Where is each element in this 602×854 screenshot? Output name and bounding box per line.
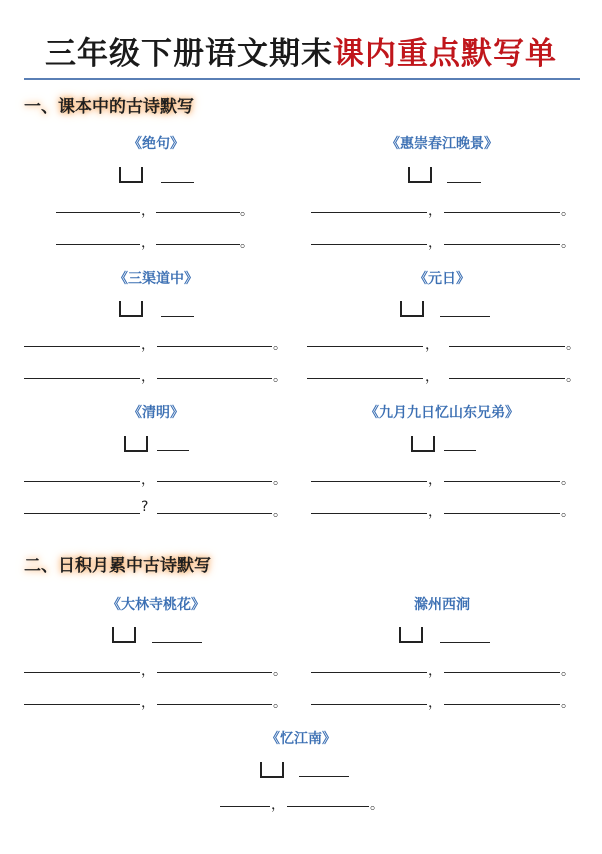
author-bracket <box>400 301 424 317</box>
comma: ， <box>428 472 442 488</box>
answer-line <box>56 244 140 245</box>
comma: ， <box>141 235 155 251</box>
answer-line <box>307 346 423 347</box>
answer-line <box>157 513 272 514</box>
author-blank <box>444 450 476 451</box>
period: 。 <box>561 203 575 219</box>
author-bracket <box>408 167 432 183</box>
question-mark: ? <box>141 499 149 515</box>
author-blank <box>299 776 349 777</box>
answer-line <box>156 244 240 245</box>
author-bracket <box>124 436 148 452</box>
comma: ， <box>428 235 442 251</box>
author-blank <box>157 450 189 451</box>
poem-title-dalin: 《大林寺桃花》 <box>107 597 205 613</box>
comma: ， <box>141 695 155 711</box>
poem-title-jiuyue: 《九月九日忆山东兄弟》 <box>365 405 519 421</box>
poem-title-qingming: 《清明》 <box>128 405 184 421</box>
poem-title-jueju: 《绝句》 <box>128 136 184 152</box>
section-heading-1: 一、课本中的古诗默写 <box>24 97 194 117</box>
answer-line <box>444 212 560 213</box>
period: 。 <box>273 695 287 711</box>
comma: ， <box>271 797 285 813</box>
answer-line <box>449 378 565 379</box>
answer-line <box>444 244 560 245</box>
answer-line <box>444 513 560 514</box>
answer-line <box>24 346 140 347</box>
author-bracket <box>112 627 136 643</box>
answer-line <box>311 212 427 213</box>
answer-line <box>444 704 560 705</box>
answer-line <box>287 806 369 807</box>
page-title <box>0 28 602 73</box>
answer-line <box>311 704 427 705</box>
author-bracket <box>119 301 143 317</box>
section-heading-2: 二、日积月累中古诗默写 <box>24 556 211 576</box>
period: 。 <box>273 369 287 385</box>
comma: ， <box>141 369 155 385</box>
poem-title-chuzhou: 滁州西涧 <box>414 597 470 613</box>
period: 。 <box>273 663 287 679</box>
answer-line <box>311 672 427 673</box>
period: 。 <box>566 337 580 353</box>
answer-line <box>157 481 272 482</box>
answer-line <box>156 212 240 213</box>
period: 。 <box>561 504 575 520</box>
author-blank <box>161 182 194 183</box>
period: 。 <box>240 235 254 251</box>
period: 。 <box>561 663 575 679</box>
period: 。 <box>240 203 254 219</box>
poem-title-yuanri: 《元日》 <box>414 271 470 287</box>
author-blank <box>152 642 202 643</box>
comma: ， <box>428 663 442 679</box>
answer-line <box>56 212 140 213</box>
answer-line <box>24 481 140 482</box>
period: 。 <box>273 472 287 488</box>
title-part-2: 课内重点默写单 <box>333 36 557 72</box>
answer-line <box>449 346 565 347</box>
comma: ， <box>428 504 442 520</box>
poem-title-huichong: 《惠崇春江晚景》 <box>386 136 498 152</box>
author-blank <box>440 642 490 643</box>
comma: ， <box>141 663 155 679</box>
answer-line <box>444 481 560 482</box>
poem-title-yijiangnan: 《忆江南》 <box>266 731 336 747</box>
answer-line <box>24 513 140 514</box>
period: 。 <box>370 797 384 813</box>
author-blank <box>447 182 481 183</box>
title-part-1: 三年级下册语文期末 <box>45 36 333 72</box>
comma: ， <box>141 337 155 353</box>
comma: ， <box>425 369 439 385</box>
author-bracket <box>260 762 284 778</box>
comma: ， <box>428 203 442 219</box>
answer-line <box>24 378 140 379</box>
answer-line <box>24 704 140 705</box>
period: 。 <box>273 504 287 520</box>
author-bracket <box>119 167 143 183</box>
answer-line <box>311 244 427 245</box>
period: 。 <box>273 337 287 353</box>
comma: ， <box>428 695 442 711</box>
answer-line <box>220 806 270 807</box>
answer-line <box>157 672 272 673</box>
answer-line <box>307 378 423 379</box>
answer-line <box>157 704 272 705</box>
period: 。 <box>566 369 580 385</box>
author-bracket <box>411 436 435 452</box>
period: 。 <box>561 695 575 711</box>
poem-title-sanqu: 《三渠道中》 <box>114 271 198 287</box>
period: 。 <box>561 472 575 488</box>
answer-line <box>157 378 272 379</box>
title-divider <box>24 78 580 80</box>
author-blank <box>161 316 194 317</box>
answer-line <box>311 513 427 514</box>
answer-line <box>311 481 427 482</box>
period: 。 <box>561 235 575 251</box>
answer-line <box>157 346 272 347</box>
author-bracket <box>399 627 423 643</box>
comma: ， <box>425 337 439 353</box>
answer-line <box>444 672 560 673</box>
comma: ， <box>141 472 155 488</box>
author-blank <box>440 316 490 317</box>
answer-line <box>24 672 140 673</box>
comma: ， <box>141 203 155 219</box>
